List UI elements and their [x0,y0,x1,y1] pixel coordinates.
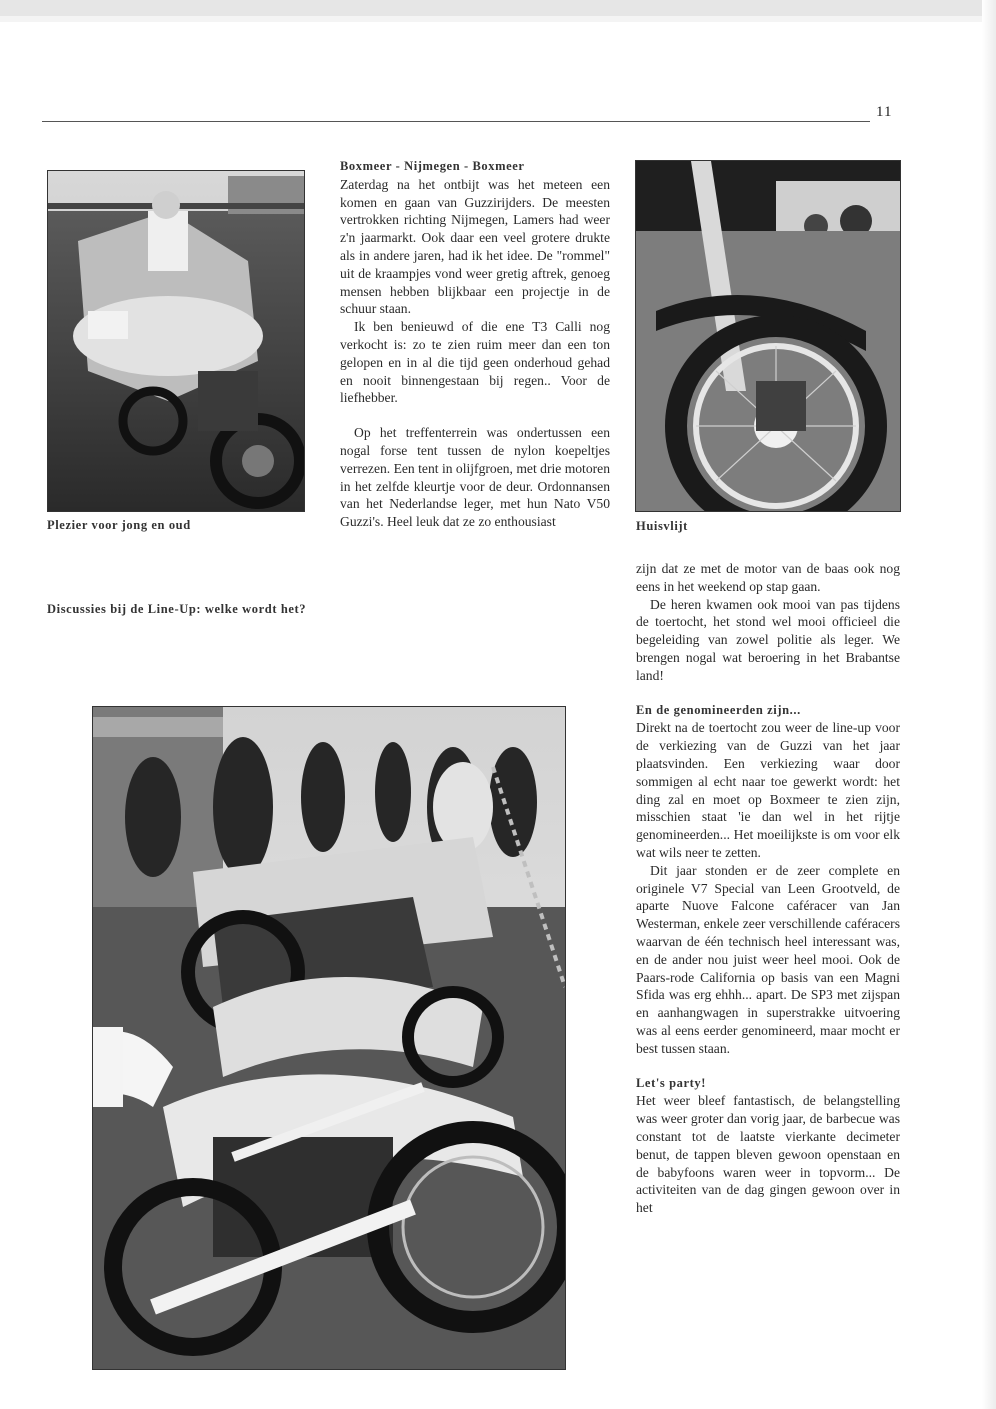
page-number: 11 [876,104,893,120]
section-heading-genomineerden: En de genomineerden zijn... [636,702,801,717]
line-up-photo [92,706,566,1370]
right-column [636,560,900,1217]
scan-top-margin [0,0,996,16]
caption-photo3: Huisvlijt [636,519,688,533]
paragraph: Ik ben benieuwd of die ene T3 Calli nog verkocht is: zo te zien ruim meer dan een ton gelopen en in al die tijd geen onderhoud gehad en nooit binnengestaan bij regen.. Voor de liefhebber. [340,319,610,406]
paragraph: De heren kwamen ook mooi van pas tijdens de toertocht, het stond wel mooi officieel die begeleiding van zowel politie als leger. We brengen nogal wat beroering in het Brabantse land! [636,596,900,683]
header-rule [42,121,870,122]
middle-column [340,158,610,531]
line-up-image [93,707,565,1369]
caption-photo2: Discussies bij de Line-Up: welke wordt het? [47,602,307,616]
paragraph: Dit jaar stonden er de zeer complete en originele V7 Special van Leen Grootveld, de aparte Nuove Falcone caféracer van Jan Westerman, enkele zeer verschillende caféracers waarvan de één technisch heel interessant was, en de ander nou juist weer heel mooi. Ook de Paars-rode California op basis van een Magni Sfida was erg ehhh... apart. De SP3 met zijspan en aanhangwagen in superstrakke uitvoering was al eens eerder genomineerd, maar mocht er best tussen staan. [636,862,900,1056]
scan-right-edge [982,0,996,1409]
paragraph: Op het treffenterrein was ondertussen een nogal forse tent tussen de nylon koepeltjes verrezen. Een tent in olijfgroen, met drie motoren in het zelfde kleurtje voor de deur. Ordonnansen van het Nederlandse leger, met hun Nato V50 Guzzi's. Heel leuk dat ze zo enthousiast [340,425,610,530]
motorcycle-rider-photo [47,170,305,512]
section-heading-party: Let's party! [636,1075,707,1090]
section-heading-boxmeer: Boxmeer - Nijmegen - Boxmeer [340,159,525,173]
paragraph: Het weer bleef fantastisch, de belangstelling was weer groter dan vorig jaar, de barbecue was constant tot de laatste vierkante decimeter benut, de tappen bleven gewoon openstaan en de babyfoons waren weer in topvorm... De activiteiten van de dag gingen gewoon over in het [636,1093,900,1216]
paragraph: zijn dat ze met de motor van de baas ook nog eens in het weekend op stap gaan. [636,561,900,594]
paragraph: Direkt na de toertocht zou weer de line-up voor de verkiezing van de Guzzi van het jaar plaatsvinden. Een verkiezing waar door sommigen al echt naar toe gewerkt wordt: het ding zal en moet op Boxmeer te zien zijn, misschien staat 'ie dan wel in het rijtje genomineerden... Het moeilijkste is om voor elk wat wils neer te zetten. [636,720,900,860]
caption-photo1: Plezier voor jong en oud [47,518,191,532]
paragraph: Zaterdag na het ontbijt was het meteen een komen en gaan van Guzzirijders. De meesten vertrokken richting Nijmegen, Lamers had weer z'n jaarmarkt. Ook daar een veel grotere drukte als in andere jaren, had ik het idee. De "rommel" uit de kraampjes vond weer gretig aftrek, genoeg mensen hebben blijkbaar een projectje in de schuur staan. [340,176,610,317]
front-wheel-photo [635,160,901,512]
front-wheel-image [636,161,900,511]
motorcycle-rider-image [48,171,304,511]
scan-top-shadow [0,16,996,22]
